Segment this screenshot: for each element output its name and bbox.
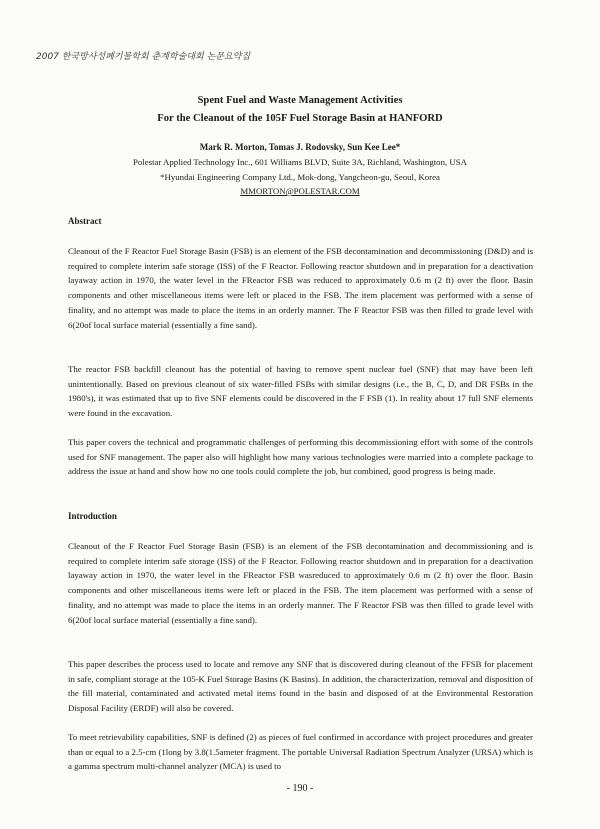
affiliation-1: Polestar Applied Technology Inc., 601 Williams BLVD, Suite 3A, Richland, Washington, USA (133, 157, 467, 167)
abstract-paragraph-2: The reactor FSB backfill cleanout has the potential of having to remove spent nuclear fuel (SNF) that may have been left unintentionally. Based on previous cleanout of six water-filled FSBs with similar designs (i.e., the B, C, D, and DR FSBs in the 1980's), it was estimated that up to five SNF elements could be discovered in the F FSB (1). In reality about 17 full SNF elements were found in the excavation. (68, 364, 533, 419)
introduction-heading: Introduction (68, 511, 117, 521)
page-number: - 190 - (286, 783, 314, 794)
authors: Mark R. Morton, Tomas J. Rodovsky, Sun Kee Lee* (199, 142, 401, 152)
abstract-heading: Abstract (68, 216, 102, 226)
paper-title-line-2: For the Cleanout of the 105F Fuel Storage Basin at HANFORD (157, 113, 443, 124)
introduction-paragraph-1: Cleanout of the F Reactor Fuel Storage Basin (FSB) is an element of the FSB decontamination and decommissioning and is required to complete interim safe storage (ISS) of the F Reactor. Following reactor shutdown and in preparation for a deactivation layaway action in 1970, the water level in the FReactor FSB wasreduced to approximately 0.6 m (2 ft) over the floor. Basin components and other miscellaneous items were left or placed in the FSB. The item placement was performed with a sense of finality, and no attempt was made to place the items in an orderly manner. The F Reactor FSB was then filled to grade level with 6(20of local surface material (essentially a fine sand). (68, 541, 533, 625)
introduction-paragraph-3: To meet retrievability capabilities, SNF is defined (2) as pieces of fuel confirmed in accordance with project procedures and greater than or equal to a 2.5-cm (1long by 3.8(1.5ameter fragment. The portable Universal Radiation Spectrum Analyzer (URSA) which is a gamma spectrum multi-channel analyzer (MCA) is used to (68, 732, 533, 772)
email-line (0, 184, 600, 198)
abstract-paragraph-1: Cleanout of the F Reactor Fuel Storage Basin (FSB) is an element of the FSB decontamination and decommissioning (D&D) and is required to complete interim safe storage (ISS) of the F Reactor. Following reactor shutdown and in preparation for a deactivation layaway action in 1970, the water level in the FReactor FSB was reduced to approximately 0.6 m (2 ft) over the floor. Basin components and other miscellaneous items were left or placed in the FSB. The item placement was performed with a sense of finality, and no attempt was made to place the items in an orderly manner. The F Reactor FSB was then filled to grade level with 6(20of local surface material (essentially a fine sand). (68, 246, 533, 330)
paper-title-line-1: Spent Fuel and Waste Management Activities (197, 95, 403, 106)
running-header: 2007 한국방사성폐기물학회 춘계학술대회 논문요약집 (36, 52, 251, 62)
email-link[interactable]: MMORTON@POLESTAR.COM (240, 186, 360, 196)
introduction-paragraph-2: This paper describes the process used to locate and remove any SNF that is discovered during cleanout of the FFSB for placement in safe, compliant storage at the 105-K Fuel Storage Basins (K Basins). In addition, the characterization, removal and disposition of the fill material, contaminated and activated metal items found in the basin and disposed of at the Environmental Restoration Disposal Facility (ERDF) will also be covered. (68, 659, 533, 714)
abstract-paragraph-3: This paper covers the technical and programmatic challenges of performing this decommissioning effort with some of the controls used for SNF management. The paper also will highlight how many various technologies were married into a complete package to address the issue at hand and show how no one tools could complete the job, but combined, good progress is being made. (68, 437, 533, 477)
affiliation-2: *Hyundai Engineering Company Ltd., Mok-dong, Yangcheon-gu, Seoul, Korea (160, 172, 440, 182)
